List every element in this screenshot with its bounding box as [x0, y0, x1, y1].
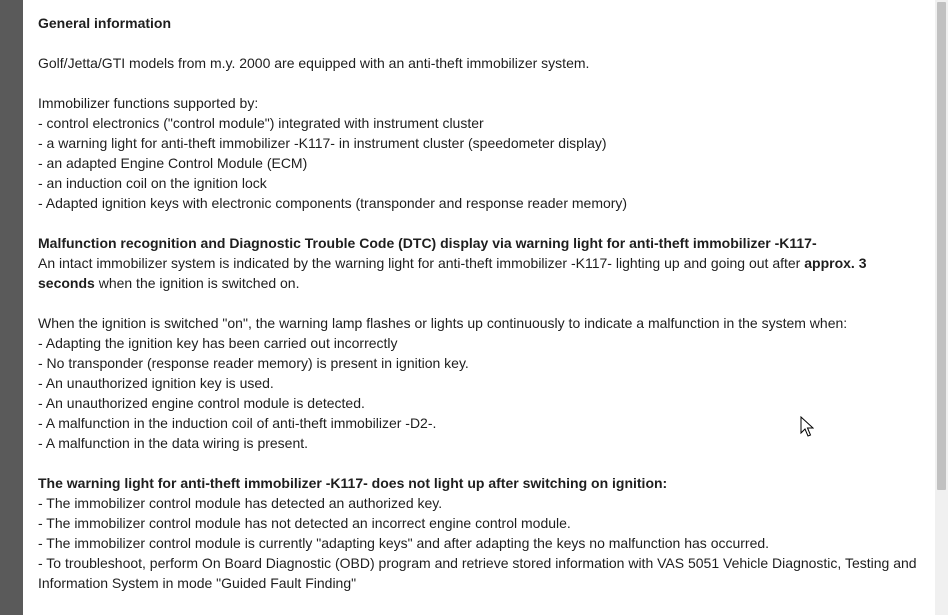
list-item: - an adapted Engine Control Module (ECM) — [38, 155, 308, 171]
list-item: - To troubleshoot, perform On Board Diagnostic (OBD) program and retrieve stored information with VAS 5051 Vehicle Diagnostic, Testing and Information System in mode "Guided Fault Finding" — [38, 555, 917, 591]
arrow-cursor-icon — [800, 416, 814, 438]
list-item: - Adapted ignition keys with electronic components (transponder and response reader memory) — [38, 195, 628, 211]
list-item: - No transponder (response reader memory) is present in ignition key. — [38, 355, 469, 371]
list-item: - The immobilizer control module has detected an authorized key. — [38, 495, 443, 511]
list-item: - control electronics ("control module") integrated with instrument cluster — [38, 115, 484, 131]
vertical-scrollbar[interactable] — [935, 0, 948, 615]
list-item: - an induction coil on the ignition lock — [38, 175, 267, 191]
no-light-heading: The warning light for anti-theft immobilizer -K117- does not light up after switching on ignition: — [38, 475, 668, 491]
scrollbar-thumb[interactable] — [937, 2, 946, 490]
list-item: - An unauthorized ignition key is used. — [38, 375, 274, 391]
list-item: - Adapting the ignition key has been carried out incorrectly — [38, 335, 398, 351]
list-item: - A malfunction in the data wiring is present. — [38, 435, 309, 451]
conditions-title: When the ignition is switched "on", the warning lamp flashes or lights up continuously to indicate a malfunction in the system when: — [38, 315, 848, 331]
list-item: - The immobilizer control module is currently "adapting keys" and after adapting the keys no malfunction has occurred. — [38, 535, 770, 551]
malfunction-heading: Malfunction recognition and Diagnostic Trouble Code (DTC) display via warning light for anti-theft immobilizer -K117- — [38, 235, 817, 251]
list-item: - A malfunction in the induction coil of anti-theft immobilizer -D2-. — [38, 415, 437, 431]
document-content — [38, 13, 923, 593]
general-intro: Golf/Jetta/GTI models from m.y. 2000 are equipped with an anti-theft immobilizer system. — [38, 55, 590, 71]
malfunction-text: An intact immobilizer system is indicated by the warning light for anti-theft immobilizer -K117- lighting up and going out after approx. 3 seconds when the ignition is switched on. — [38, 255, 867, 291]
list-item: - a warning light for anti-theft immobilizer -K117- in instrument cluster (speedometer display) — [38, 135, 607, 151]
general-heading: General information — [38, 15, 172, 31]
list-item: - An unauthorized engine control module is detected. — [38, 395, 365, 411]
document-page — [23, 0, 935, 615]
functions-title: Immobilizer functions supported by: — [38, 95, 259, 111]
list-item: - The immobilizer control module has not detected an incorrect engine control module. — [38, 515, 571, 531]
